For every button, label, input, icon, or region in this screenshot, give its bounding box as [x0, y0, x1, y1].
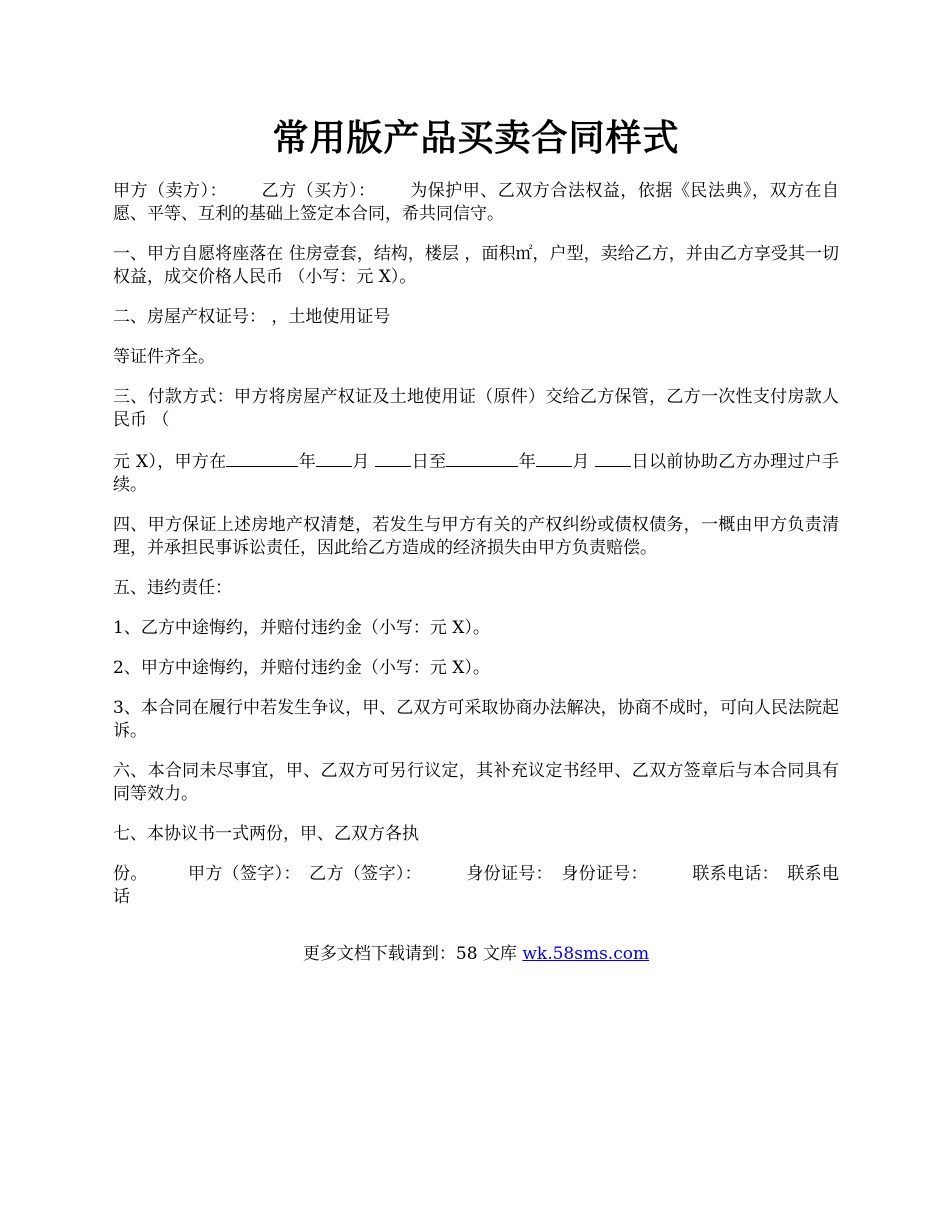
clause-5-item-1: 1、乙方中途悔约，并赔付违约金（小写：元 X）。: [113, 618, 490, 638]
blank-day-1: [375, 449, 411, 467]
blank-month-1: [316, 449, 352, 467]
blank-month-2: [536, 449, 572, 467]
party-a-signature: 甲方（签字）：: [187, 864, 301, 884]
signature-block: [113, 863, 839, 909]
document-page: [113, 0, 839, 983]
clause-3-end: 日以前协助乙方办理过户手续。: [113, 452, 840, 495]
clause-1: 一、甲方自愿将座落在 住房壹套，结构，楼层 ，面积㎡，户型，卖给乙方，并由乙方享受其一切权益，成交价格人民币 （小写：元 X）。: [113, 244, 839, 287]
phone-b: 联系电话: [113, 864, 840, 907]
clause-5-item-2: 2、甲方中途悔约，并赔付违约金（小写：元 X）。: [113, 658, 490, 678]
clause-3-month2: 月: [572, 452, 596, 472]
clause-3-continued: [113, 449, 839, 497]
phone-a: 联系电话：: [692, 864, 780, 884]
clause-3-year1: 年: [298, 452, 317, 472]
party-a-label: 甲方（卖方）：: [113, 181, 228, 201]
document-title: 常用版产品买卖合同样式: [272, 117, 680, 159]
party-b-signature: 乙方（签字）：: [308, 864, 423, 884]
clause-3-month1: 月: [352, 452, 376, 472]
clause-3-part1: 元 X），甲方在: [113, 452, 227, 472]
clause-5-item-3: 3、本合同在履行中若发生争议，甲、乙双方可采取协商办法解决，协商不成时，可向人民法院起诉。: [113, 698, 839, 741]
blank-year-2: [446, 449, 518, 467]
clause-3-day1: 日至: [411, 452, 447, 472]
intro-text: 为保护甲、乙双方合法权益，依据《民法典》，双方在自愿、平等、互利的基础上签定本合同，希共同信守。: [113, 181, 840, 224]
blank-day-2: [595, 449, 631, 467]
footer-text: 更多文档下载请到：58 文库: [302, 944, 523, 964]
clause-2: 二、房屋产权证号： ，土地使用证号: [113, 307, 391, 327]
clause-3: 三、付款方式：甲方将房屋产权证及土地使用证（原件）交给乙方保管，乙方一次性支付房款人民币 （: [113, 387, 839, 430]
id-number-a: 身份证号：: [466, 864, 554, 884]
clause-2-continued: 等证件齐全。: [113, 347, 215, 367]
party-b-label: 乙方（买方）：: [261, 181, 376, 201]
id-number-b: 身份证号：: [561, 864, 649, 884]
clause-4: 四、甲方保证上述房地产权清楚，若发生与甲方有关的产权纠纷或债权债务，一概由甲方负责清理，并承担民事诉讼责任，因此给乙方造成的经济损失由甲方负责赔偿。: [113, 515, 839, 558]
footer: [113, 943, 839, 966]
clause-6: 六、本合同未尽事宜，甲、乙双方可另行议定，其补充议定书经甲、乙双方签章后与本合同具有同等效力。: [113, 761, 839, 804]
copies-text: 份。: [113, 864, 148, 884]
clause-3-year2: 年: [518, 452, 537, 472]
blank-year-1: [226, 449, 298, 467]
clause-5-heading: 五、违约责任：: [113, 578, 232, 598]
clause-7: 七、本协议书一式两份，甲、乙双方各执: [113, 824, 419, 844]
intro-paragraph: [113, 180, 839, 226]
footer-link[interactable]: wk.58sms.com: [522, 944, 650, 964]
